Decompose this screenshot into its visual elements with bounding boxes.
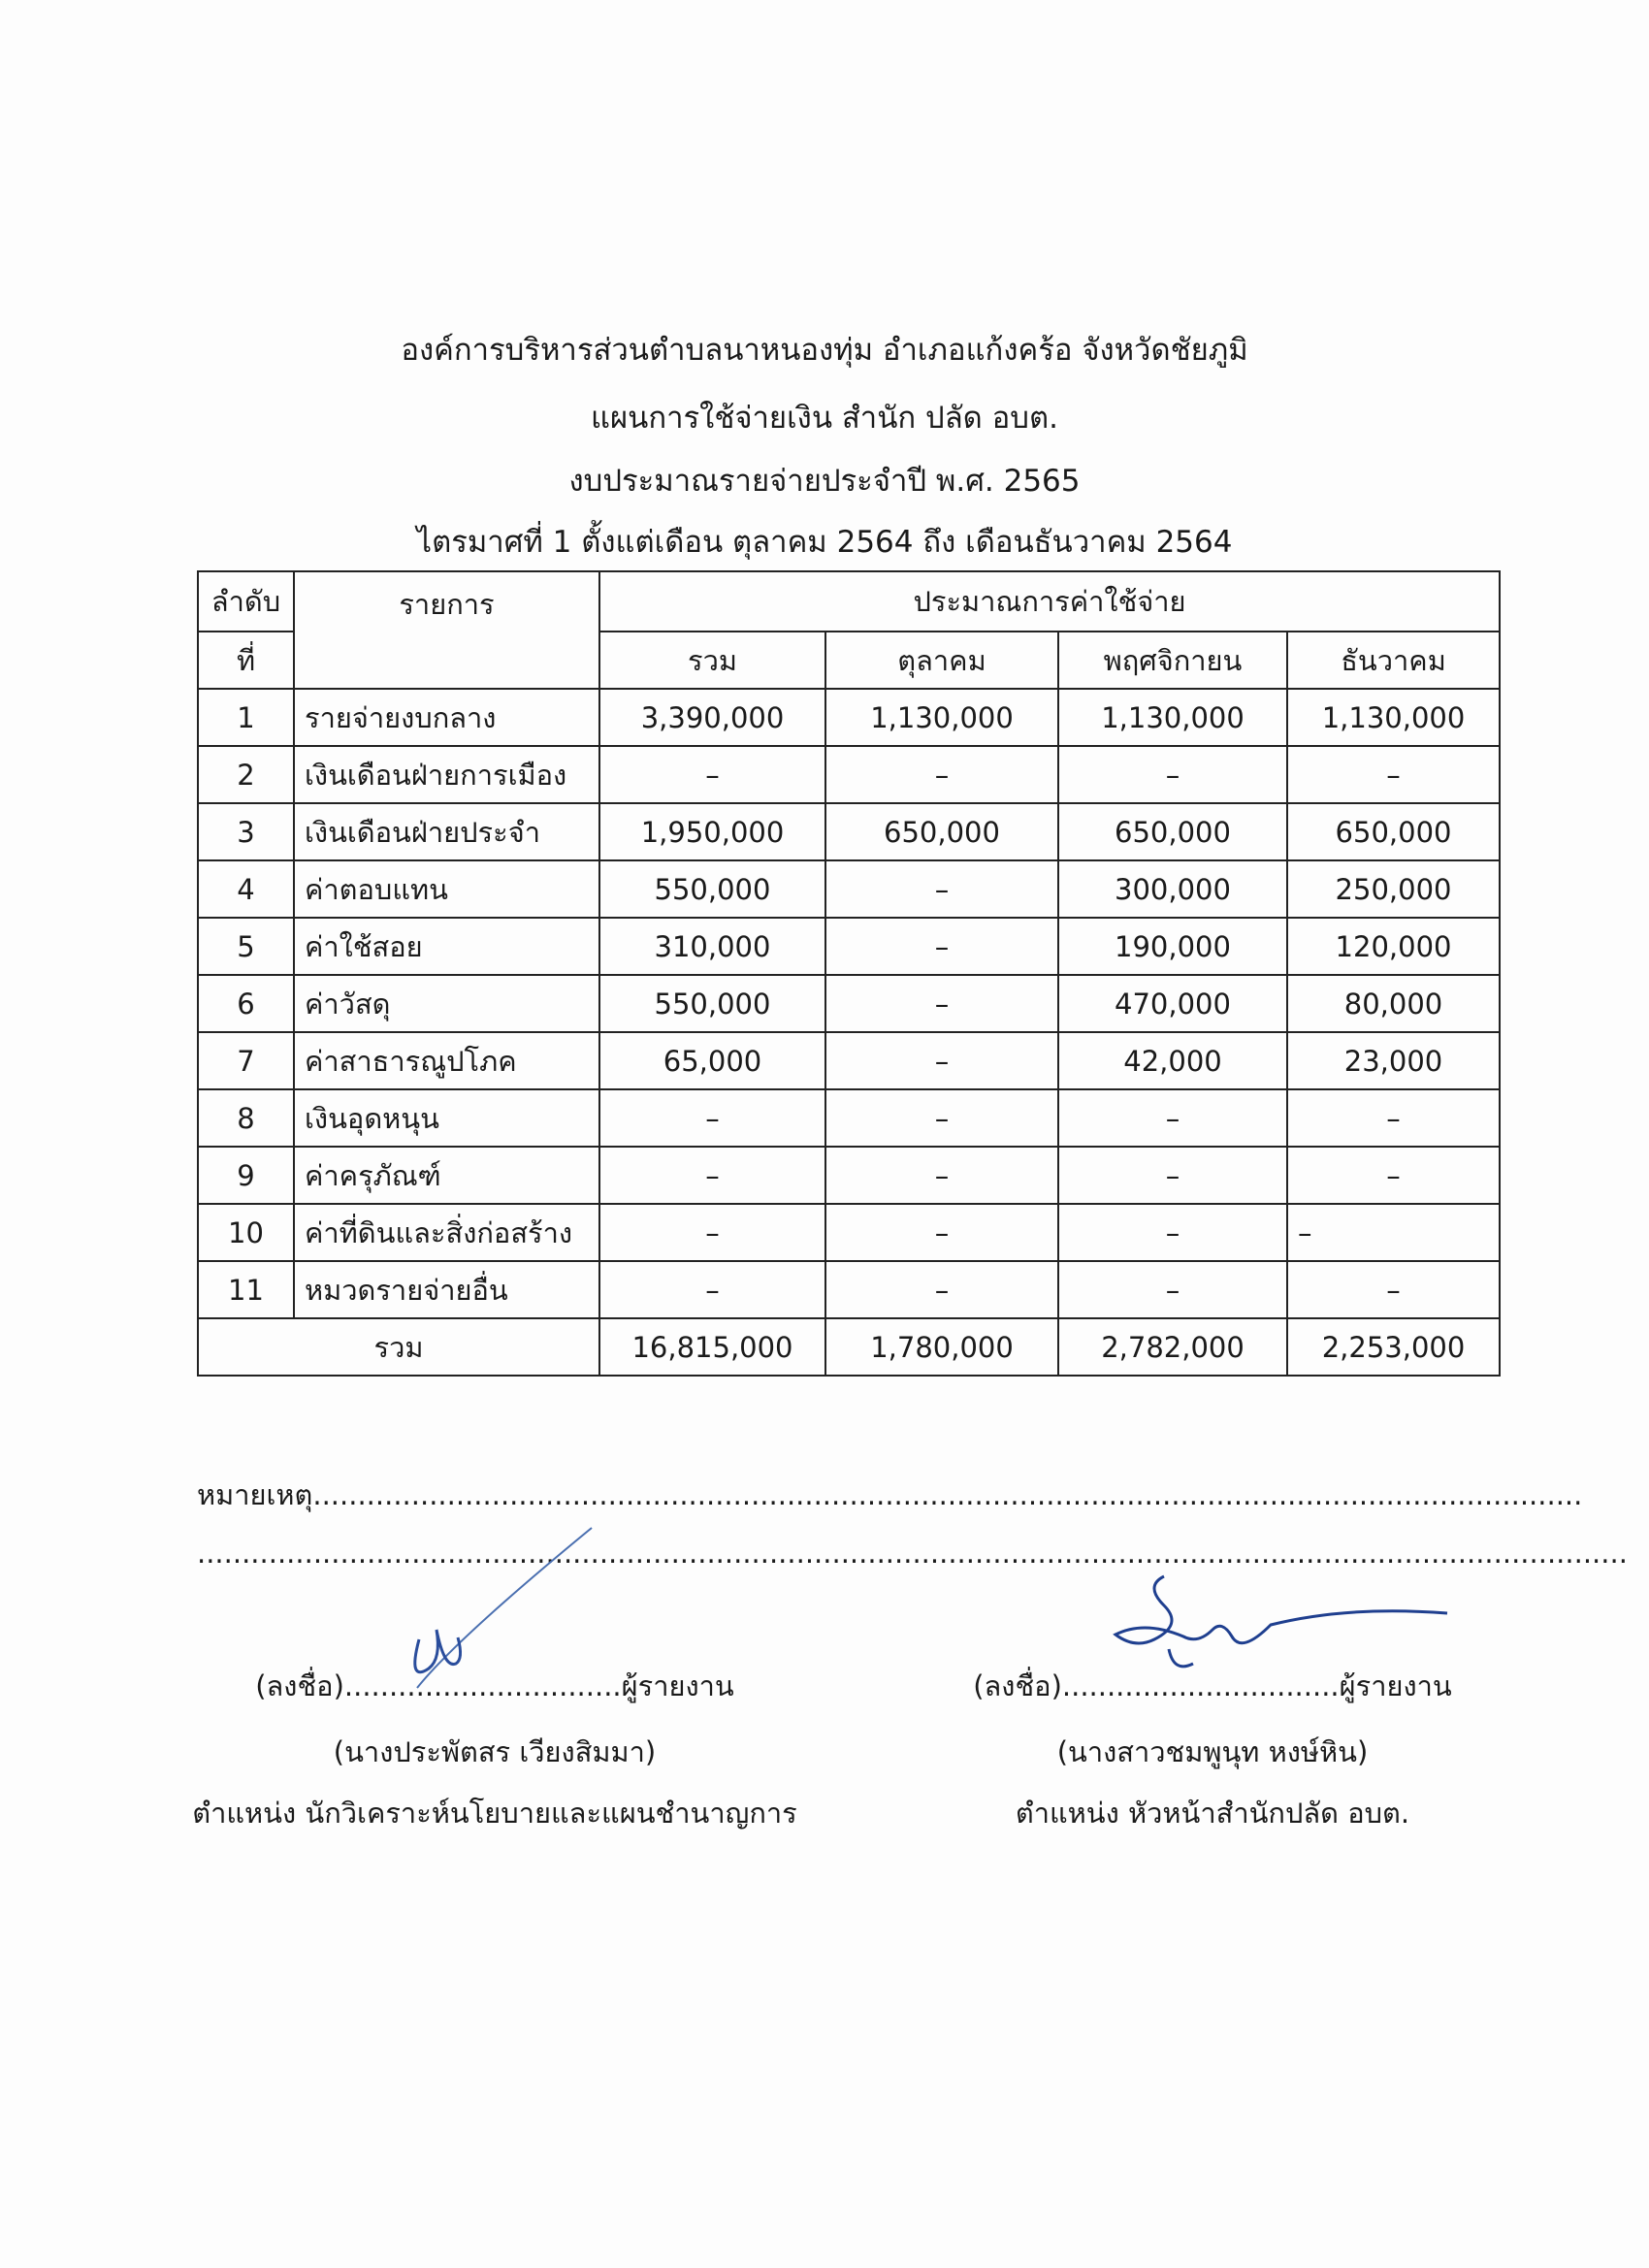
row-nov: 190,000 <box>1058 918 1287 975</box>
row-no: 6 <box>198 975 294 1032</box>
row-oct: – <box>825 975 1058 1032</box>
plan-title: แผนการใช้จ่ายเงิน สำนัก ปลัด อบต. <box>591 401 1058 436</box>
sum-nov: 2,782,000 <box>1058 1318 1287 1376</box>
row-total: 65,000 <box>599 1032 825 1089</box>
row-total: – <box>599 1204 825 1261</box>
row-total: 310,000 <box>599 918 825 975</box>
col-estimate-header: ประมาณการค่าใช้จ่าย <box>599 571 1500 632</box>
row-no: 10 <box>198 1204 294 1261</box>
col-no-header: ลำดับ <box>198 571 294 632</box>
row-oct: – <box>825 1089 1058 1147</box>
row-dec: 80,000 <box>1287 975 1500 1032</box>
table-row <box>198 746 1500 803</box>
sub-header-nov: พฤศจิกายน <box>1058 632 1287 689</box>
col-item-header: รายการ <box>294 571 599 689</box>
row-no: 8 <box>198 1089 294 1147</box>
row-oct: – <box>825 1204 1058 1261</box>
row-no: 4 <box>198 860 294 918</box>
row-total: 1,950,000 <box>599 803 825 860</box>
row-item: ค่าที่ดินและสิ่งก่อสร้าง <box>294 1204 599 1261</box>
row-item: ค่าตอบแทน <box>294 860 599 918</box>
row-no: 9 <box>198 1147 294 1204</box>
org-title: องค์การบริหารส่วนตำบลนาหนองทุ่ม อำเภอแก้งคร้อ จังหวัดชัยภูมิ <box>401 333 1248 368</box>
row-item: เงินเดือนฝ่ายประจำ <box>294 803 599 860</box>
table-row <box>198 1089 1500 1147</box>
row-no: 2 <box>198 746 294 803</box>
row-item: เงินเดือนฝ่ายการเมือง <box>294 746 599 803</box>
row-oct: – <box>825 1032 1058 1089</box>
row-dec: 23,000 <box>1287 1032 1500 1089</box>
row-nov: – <box>1058 1204 1287 1261</box>
row-nov: 1,130,000 <box>1058 689 1287 746</box>
table-sum-row <box>198 1318 1500 1376</box>
row-item: ค่าสาธารณูปโภค <box>294 1032 599 1089</box>
row-no: 11 <box>198 1261 294 1318</box>
budget-table <box>197 570 1501 1377</box>
row-dec: 120,000 <box>1287 918 1500 975</box>
table-row <box>198 1261 1500 1318</box>
budget-year-title: งบประมาณรายจ่ายประจำปี พ.ศ. 2565 <box>568 464 1081 499</box>
sum-oct: 1,780,000 <box>825 1318 1058 1376</box>
row-nov: 42,000 <box>1058 1032 1287 1089</box>
table-row <box>198 1032 1500 1089</box>
row-item: ค่าใช้สอย <box>294 918 599 975</box>
table-row <box>198 803 1500 860</box>
row-nov: 650,000 <box>1058 803 1287 860</box>
row-item: ค่าครุภัณฑ์ <box>294 1147 599 1204</box>
row-item: ค่าวัสดุ <box>294 975 599 1032</box>
sub-header-oct: ตุลาคม <box>825 632 1058 689</box>
right-signer-name: (นางสาวชมพูนุท หงษ์หิน) <box>1056 1735 1369 1768</box>
row-dec: 650,000 <box>1287 803 1500 860</box>
row-total: 3,390,000 <box>599 689 825 746</box>
table-row <box>198 918 1500 975</box>
row-no: 7 <box>198 1032 294 1089</box>
row-total: – <box>599 746 825 803</box>
row-dec: 250,000 <box>1287 860 1500 918</box>
note-line: หมายเหตุ.............................................................................................................................................. <box>197 1478 1583 1511</box>
sum-dec: 2,253,000 <box>1287 1318 1500 1376</box>
row-dec: – <box>1287 1204 1500 1261</box>
row-nov: – <box>1058 746 1287 803</box>
sum-label: รวม <box>198 1318 599 1376</box>
row-oct: – <box>825 1147 1058 1204</box>
row-nov: – <box>1058 1261 1287 1318</box>
left-signer-name: (นางประพัตสร เวียงสิมมา) <box>333 1735 657 1768</box>
row-nov: – <box>1058 1089 1287 1147</box>
row-no: 3 <box>198 803 294 860</box>
row-nov: 300,000 <box>1058 860 1287 918</box>
quarter-title: ไตรมาศที่ 1 ตั้งแต่เดือน ตุลาคม 2564 ถึง เดือนธันวาคม 2564 <box>416 525 1233 560</box>
col-no-header-line2: ที่ <box>198 632 294 689</box>
table-row <box>198 860 1500 918</box>
sum-total: 16,815,000 <box>599 1318 825 1376</box>
row-total: 550,000 <box>599 975 825 1032</box>
row-oct: – <box>825 918 1058 975</box>
left-sign-line: (ลงชื่อ)...............................ผู้รายงาน <box>255 1669 734 1702</box>
row-oct: 650,000 <box>825 803 1058 860</box>
sub-header-dec: ธันวาคม <box>1287 632 1500 689</box>
row-item: หมวดรายจ่ายอื่น <box>294 1261 599 1318</box>
table-header-row <box>198 571 1500 632</box>
row-no: 1 <box>198 689 294 746</box>
row-total: – <box>599 1089 825 1147</box>
left-signer-position: ตำแหน่ง นักวิเคราะห์นโยบายและแผนชำนาญการ <box>192 1797 797 1830</box>
row-dec: – <box>1287 1147 1500 1204</box>
row-dec: – <box>1287 1089 1500 1147</box>
table-row <box>198 1147 1500 1204</box>
table-row <box>198 1204 1500 1261</box>
row-nov: 470,000 <box>1058 975 1287 1032</box>
right-signer-position: ตำแหน่ง หัวหน้าสำนักปลัด อบต. <box>1015 1797 1410 1830</box>
row-oct: 1,130,000 <box>825 689 1058 746</box>
row-dec: 1,130,000 <box>1287 689 1500 746</box>
row-total: – <box>599 1261 825 1318</box>
row-oct: – <box>825 860 1058 918</box>
row-oct: – <box>825 746 1058 803</box>
sub-header-total: รวม <box>599 632 825 689</box>
row-no: 5 <box>198 918 294 975</box>
row-total: 550,000 <box>599 860 825 918</box>
table-row <box>198 975 1500 1032</box>
note-line-2: ................................................................................................................................................................ <box>197 1537 1628 1570</box>
table-row <box>198 689 1500 746</box>
row-dec: – <box>1287 1261 1500 1318</box>
row-total: – <box>599 1147 825 1204</box>
row-oct: – <box>825 1261 1058 1318</box>
row-item: รายจ่ายงบกลาง <box>294 689 599 746</box>
row-dec: – <box>1287 746 1500 803</box>
row-item: เงินอุดหนุน <box>294 1089 599 1147</box>
right-sign-line: (ลงชื่อ)...............................ผู้รายงาน <box>973 1669 1452 1702</box>
row-nov: – <box>1058 1147 1287 1204</box>
